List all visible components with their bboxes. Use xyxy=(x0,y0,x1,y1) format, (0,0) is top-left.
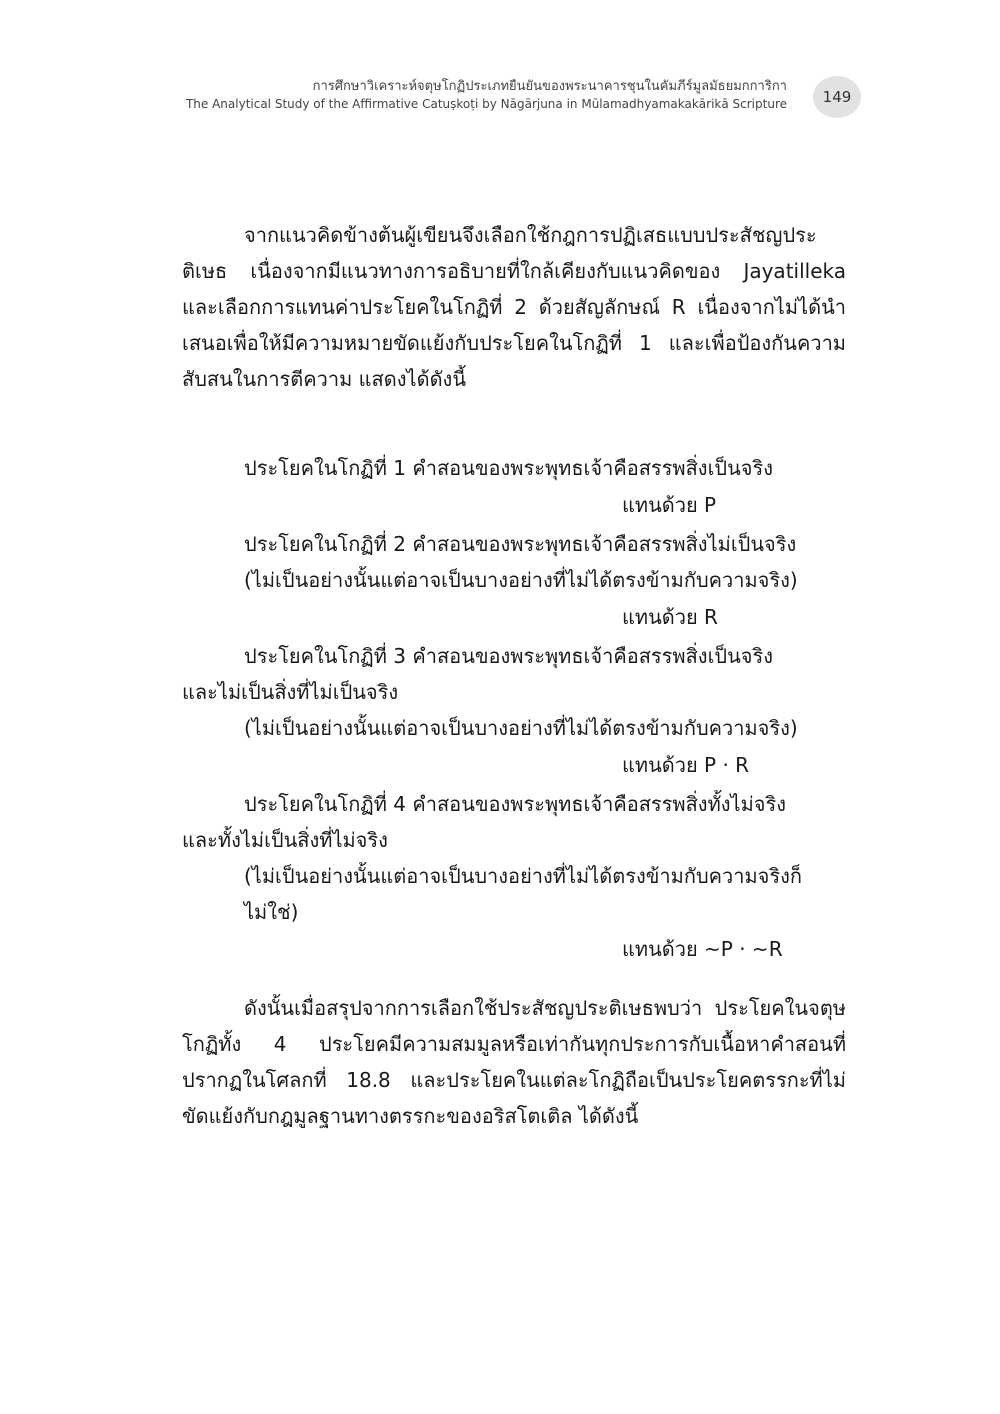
koti-list xyxy=(182,450,846,970)
koti-representation: แทนด้วย R xyxy=(622,605,718,629)
koti-sentence-continued: และทั้งไม่เป็นสิ่งที่ไม่จริง xyxy=(182,828,388,852)
paragraph-2 xyxy=(182,990,846,1134)
koti-item-1 xyxy=(182,450,846,524)
paragraph-2-text: ดังนั้นเมื่อสรุปจากการเลือกใช้ประสัชญประติเษธพบว่า ประโยคในจตุษโกฏิทั้ง 4 ประโยคมีความสมมูลหรือเท่ากันทุกประการกับเนื้อหาคำสอนที่ปรากฏในโศลกที่ 18.8 และประโยคในแต่ละโกฏิถือเป็นประโยคตรรกะที่ไม่ขัดแย้งกับกฎมูลฐานทางตรรกะของอริสโตเติล ได้ดังนี้ xyxy=(182,996,846,1128)
koti-sentence: ประโยคในโกฏิที่ 1 คำสอนของพระพุทธเจ้าคือสรรพสิ่งเป็นจริง xyxy=(244,456,774,480)
header-title-thai: การศึกษาวิเคราะห์จตุษโกฏิประเภทยืนยันของพระนาคารชุนในคัมภีร์มูลมัธยมกการิกา xyxy=(312,79,787,94)
running-header xyxy=(186,78,787,112)
paragraph-1-text: จากแนวคิดข้างต้นผู้เขียนจึงเลือกใช้กฎการปฏิเสธแบบประสัชญประติเษธ เนื่องจากมีแนวทางการอธิบายที่ใกล้เคียงกับแนวคิดของ Jayatilleka และเลือกการแทนค่าประโยคในโกฏิที่ 2 ด้วยสัญลักษณ์ R เนื่องจากไม่ได้นำเสนอเพื่อให้มีความหมายขัดแย้งกับประโยคในโกฏิที่ 1 และเพื่อป้องกันความสับสนในการตีความ แสดงได้ดังนี้ xyxy=(182,223,846,391)
header-title-english: The Analytical Study of the Affirmative Catuṣkoṭi by Nāgārjuna in Mūlamadhyamakakārikā Scripture xyxy=(185,97,787,111)
page-number: 149 xyxy=(822,88,852,106)
koti-sentence: ประโยคในโกฏิที่ 3 คำสอนของพระพุทธเจ้าคือสรรพสิ่งเป็นจริง xyxy=(244,644,774,668)
koti-note: (ไม่เป็นอย่างนั้นแต่อาจเป็นบางอย่างที่ไม่ได้ตรงข้ามกับความจริง) xyxy=(244,568,798,592)
paragraph-1 xyxy=(182,217,846,397)
koti-sentence: ประโยคในโกฏิที่ 4 คำสอนของพระพุทธเจ้าคือสรรพสิ่งทั้งไม่จริง xyxy=(244,792,786,816)
koti-representation: แทนด้วย P xyxy=(622,493,717,517)
koti-item-4 xyxy=(182,786,846,968)
koti-representation: แทนด้วย ~P · ~R xyxy=(622,937,783,961)
koti-item-2 xyxy=(182,526,846,636)
koti-note: (ไม่เป็นอย่างนั้นแต่อาจเป็นบางอย่างที่ไม่ได้ตรงข้ามกับความจริงก็ไม่ใช่) xyxy=(244,864,802,924)
koti-item-3 xyxy=(182,638,846,784)
koti-representation: แทนด้วย P · R xyxy=(622,753,750,777)
koti-sentence-continued: และไม่เป็นสิ่งที่ไม่เป็นจริง xyxy=(182,680,399,704)
koti-note: (ไม่เป็นอย่างนั้นแต่อาจเป็นบางอย่างที่ไม่ได้ตรงข้ามกับความจริง) xyxy=(244,716,798,740)
page-number-badge xyxy=(813,76,861,118)
koti-sentence: ประโยคในโกฏิที่ 2 คำสอนของพระพุทธเจ้าคือสรรพสิ่งไม่เป็นจริง xyxy=(244,532,797,556)
